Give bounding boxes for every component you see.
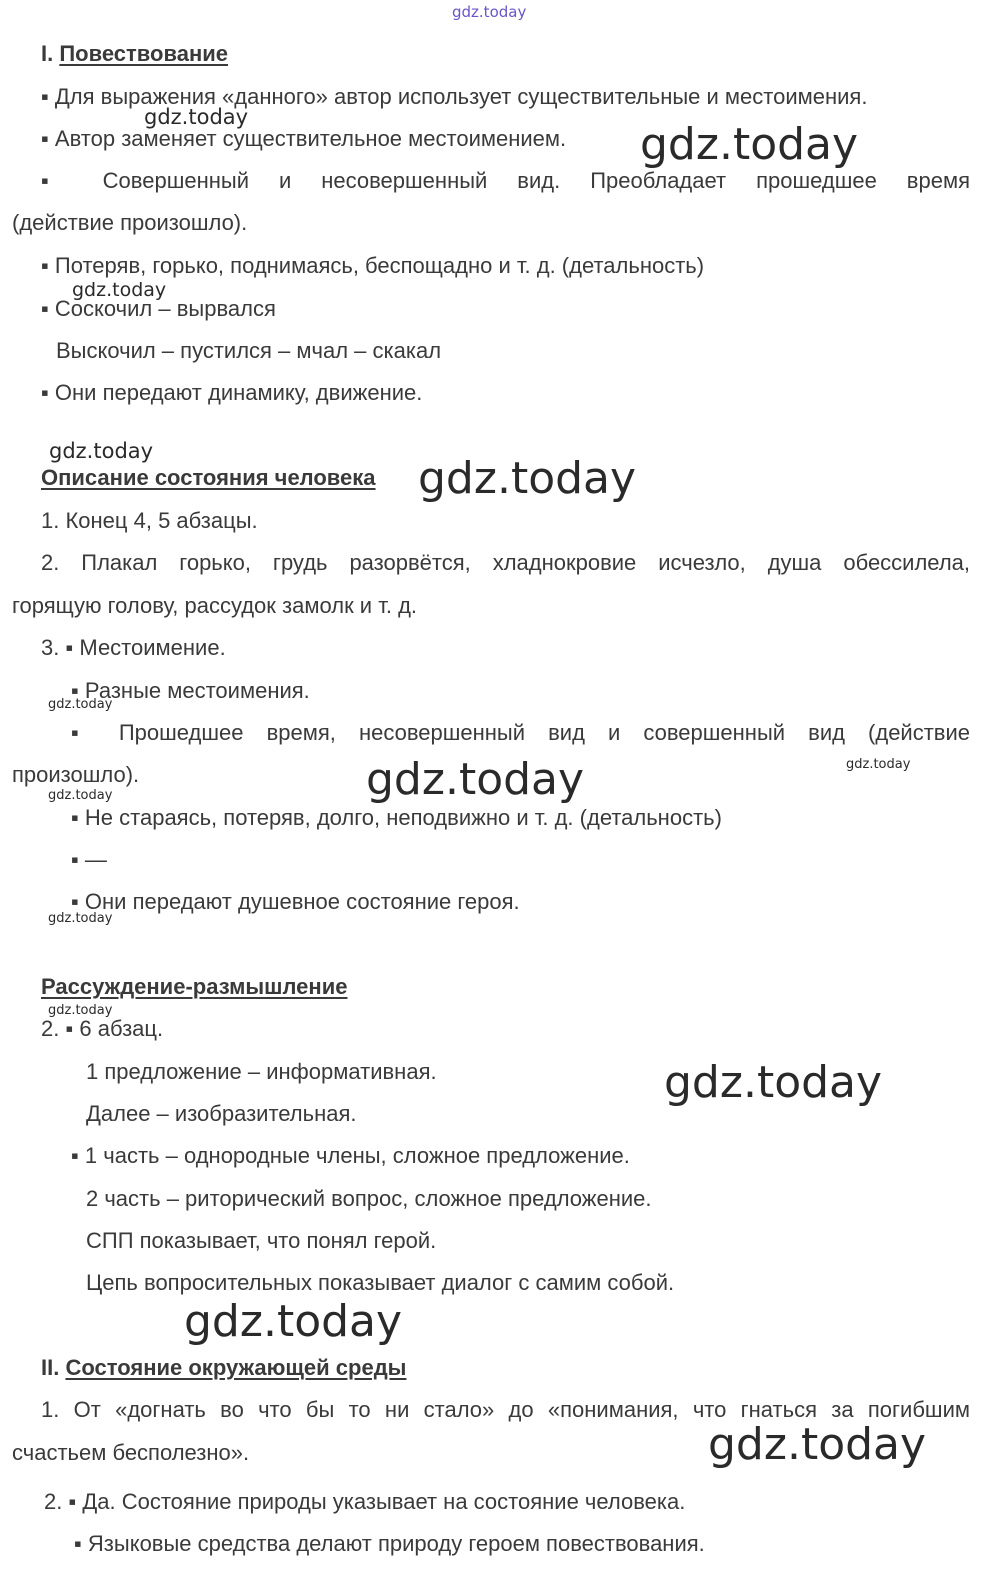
text-line: (действие произошло).: [12, 210, 248, 235]
watermark: gdz.today: [144, 105, 249, 129]
text-line: ▪ 1 часть – однородные члены, сложное предложение.: [71, 1143, 630, 1168]
text-line: Выскочил – пустился – мчал – скакал: [56, 338, 442, 363]
text-line: ▪ Разные местоимения.: [71, 678, 310, 703]
text-line: ▪ Соскочил – вырвался: [41, 296, 276, 321]
text-line: 2. ▪ Да. Состояние природы указывает на состояние человека.: [44, 1489, 686, 1514]
heading-number: II.: [41, 1355, 60, 1380]
text-line: ▪ Автор заменяет существительное местоимением.: [41, 126, 567, 151]
section-heading-narration: [41, 41, 228, 67]
text-line: Цепь вопросительных показывает диалог с самим собой.: [86, 1270, 675, 1295]
heading-title: Рассуждение-размышление: [41, 974, 348, 999]
heading-title: Состояние окружающей среды: [65, 1355, 407, 1380]
watermark-top: gdz.today: [452, 3, 527, 21]
section-heading-reasoning: [41, 974, 347, 1000]
text-line: ▪ Совершенный и несовершенный вид. Преобладает прошедшее время: [41, 168, 970, 193]
text-line: 2. Плакал горько, грудь разорвётся, хладнокровие исчезло, душа обессилела,: [41, 550, 970, 575]
heading-title: Описание состояния человека: [41, 465, 376, 490]
text-line: счастьем бесполезно».: [12, 1440, 250, 1465]
section-heading-state-description: [41, 465, 376, 491]
heading-number: I.: [41, 41, 54, 66]
watermark: gdz.today: [72, 279, 167, 301]
watermark: gdz.today: [366, 754, 585, 805]
watermark: gdz.today: [640, 119, 859, 170]
watermark: gdz.today: [664, 1057, 883, 1108]
text-line: произошло).: [12, 762, 140, 787]
watermark: gdz.today: [48, 697, 113, 712]
heading-title: Повествование: [59, 41, 228, 66]
text-line: ▪ Они передают динамику, движение.: [41, 380, 423, 405]
text-line: 3. ▪ Местоимение.: [41, 635, 226, 660]
text-line: ▪ Для выражения «данного» автор использует существительные и местоимения.: [41, 84, 868, 109]
text-line: ▪ Потеряв, горько, поднимаясь, беспощадно и т. д. (детальность): [41, 253, 705, 278]
text-line: 1. От «догнать во что бы то ни стало» до «понимания, что гнаться за погибшим: [41, 1397, 970, 1422]
text-line: ▪ Они передают душевное состояние героя.: [71, 889, 520, 914]
text-line: Далее – изобразительная.: [86, 1101, 357, 1126]
text-line: 1 предложение – информативная.: [86, 1059, 437, 1084]
watermark: gdz.today: [48, 911, 113, 926]
text-line: ▪ Языковые средства делают природу героем повествования.: [74, 1531, 705, 1556]
watermark: gdz.today: [48, 1003, 113, 1018]
watermark: gdz.today: [49, 439, 154, 463]
text-line: ▪ Не стараясь, потеряв, долго, неподвижно и т. д. (детальность): [71, 805, 722, 830]
watermark: gdz.today: [48, 788, 113, 803]
text-line: горящую голову, рассудок замолк и т. д.: [12, 593, 418, 618]
watermark: gdz.today: [418, 453, 637, 504]
text-line: ▪ Прошедшее время, несовершенный вид и совершенный вид (действие: [71, 720, 970, 745]
text-line: 2. ▪ 6 абзац.: [41, 1016, 164, 1041]
watermark: gdz.today: [846, 757, 911, 772]
text-line: 1. Конец 4, 5 абзацы.: [41, 508, 258, 533]
section-heading-environment: [41, 1355, 406, 1381]
text-line: 2 часть – риторический вопрос, сложное предложение.: [86, 1186, 652, 1211]
text-line: ▪ —: [71, 847, 107, 872]
watermark: gdz.today: [184, 1296, 403, 1347]
text-line: СПП показывает, что понял герой.: [86, 1228, 437, 1253]
watermark: gdz.today: [708, 1419, 927, 1470]
